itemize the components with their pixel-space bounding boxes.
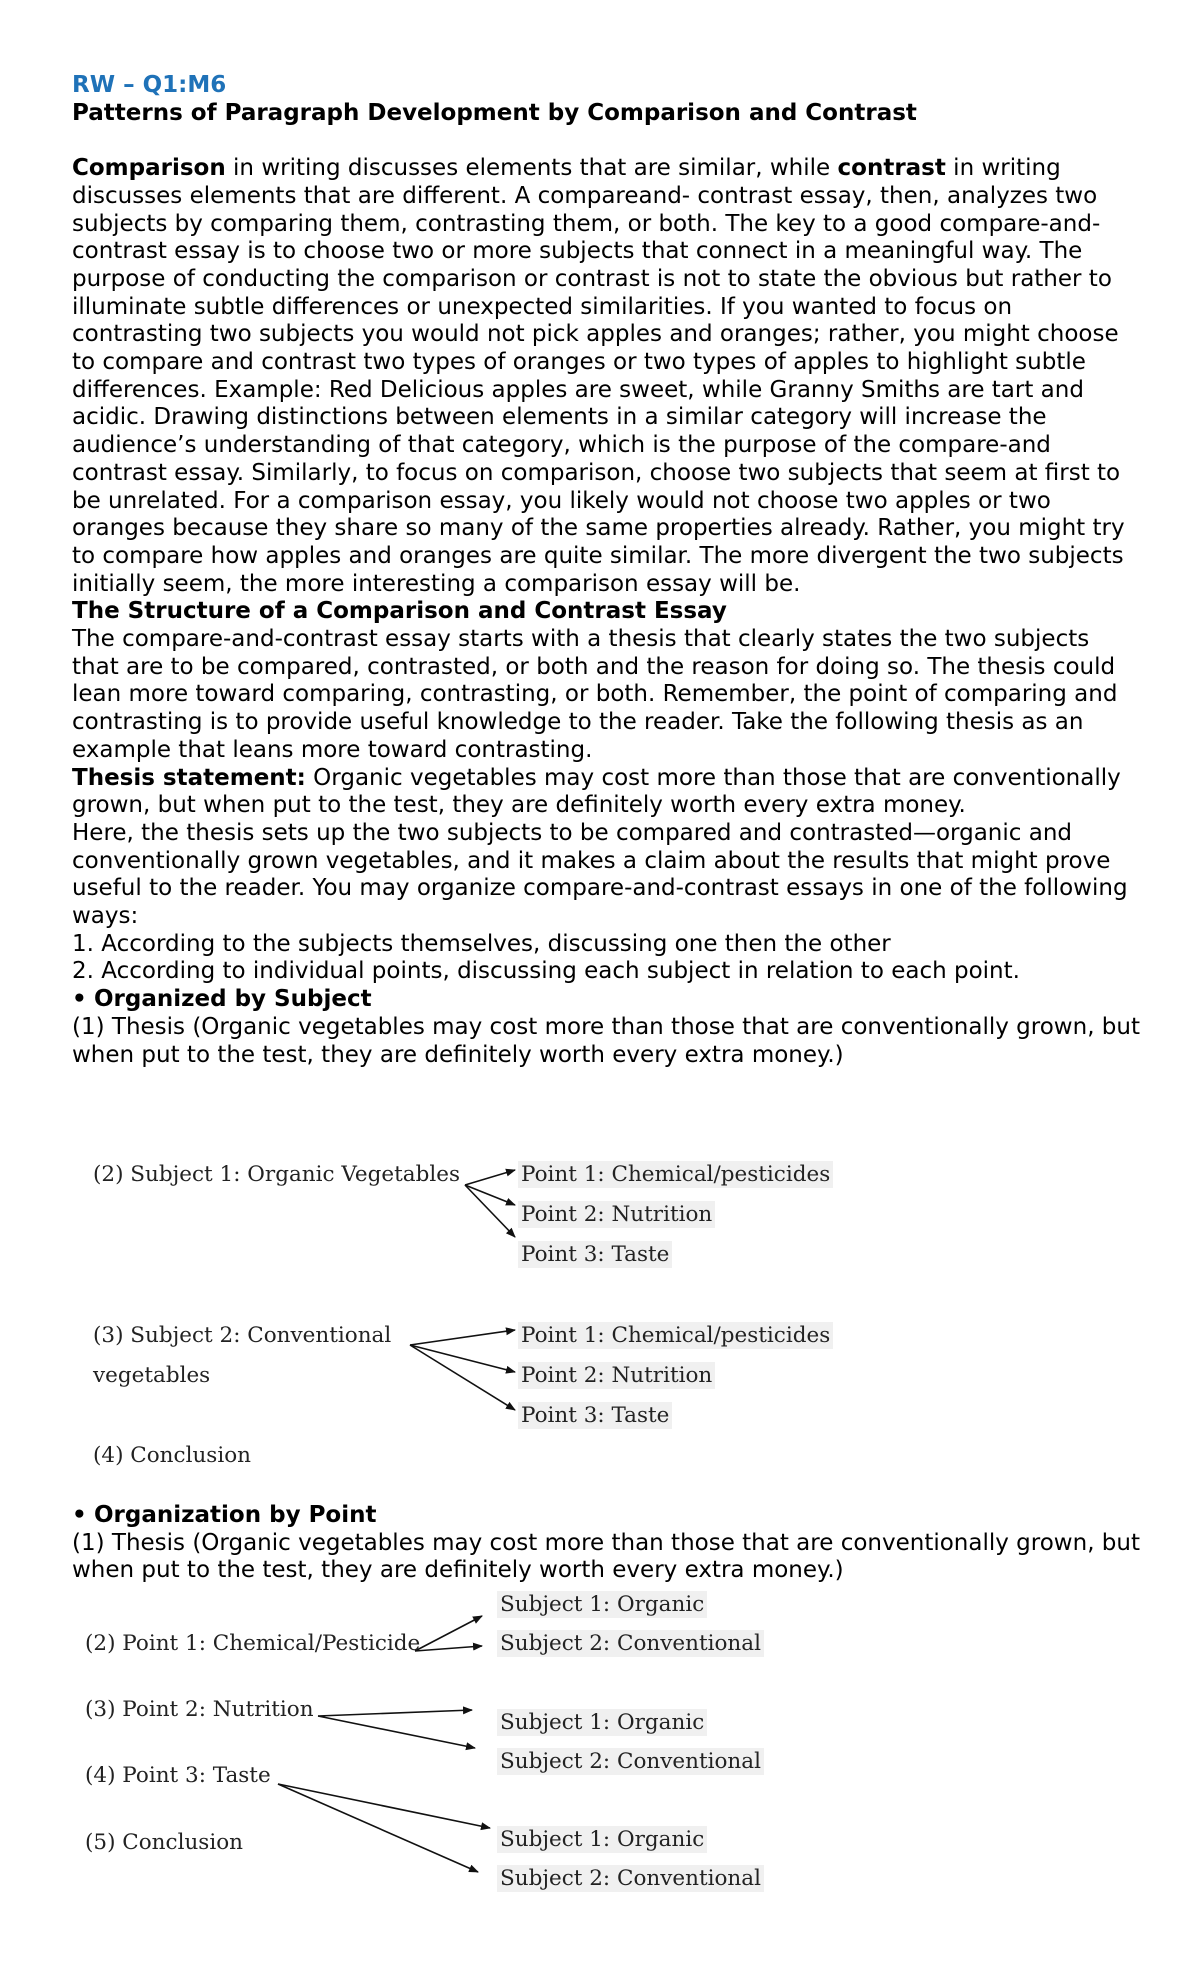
s1-point-1: Point 1: Chemical/pesticides: [518, 1161, 833, 1188]
document-page: [72, 72, 1142, 1069]
here-paragraph: Here, the thesis sets up the two subjects to be compared and contrasted—organic and conventionally grown vegetables, and it makes a claim about the results that might prove useful to the reader. You may organize compare-and-contrast essays in one of the following ways:: [72, 819, 1128, 930]
arrow-s2-p1: [410, 1330, 515, 1345]
point-3-label: (4) Point 3: Taste: [85, 1763, 271, 1788]
s1-point-2: Point 2: Nutrition: [518, 1201, 715, 1228]
module-code: RW – Q1:M6: [72, 72, 227, 98]
subject-2-label: (3) Subject 2: Conventional: [93, 1323, 392, 1348]
p3-subject-conventional: Subject 2: Conventional: [497, 1865, 764, 1892]
s2-point-3: Point 3: Taste: [518, 1402, 672, 1429]
thesis-paragraph: [72, 765, 1142, 820]
arrow-p1-organic: [415, 1616, 482, 1651]
arrow-s2-p3: [410, 1345, 515, 1410]
intro-text-2: in writing discusses elements that are different. A compareand- contrast essay, then, analyzes two subjects by comparing them, contrasting them, or both. The key to a good compare-and-contrast essay is to choose two or more subjects that connect in a meaningful way. The purpose of conducting the comparison or contrast is not to state the obvious but rather to illuminate subtle differences or unexpected similarities. If you wanted to focus on contrasting two subjects you would not pick apples and oranges; rather, you might choose to compare and contrast two types of oranges or two types of apples to highlight subtle differences. Example: Red Delicious apples are sweet, while Granny Smiths are tart and acidic. Drawing distinctions between elements in a similar category will increase the audience’s understanding of that category, which is the purpose of the compare-and contrast essay. Similarly, to focus on comparison, choose two subjects that seem at first to be unrelated. For a comparison essay, you likely would not choose two apples or two oranges because they share so many of the same properties already. Rather, you might try to compare how apples and oranges are quite similar. The more divergent the two subjects initially seem, the more interesting a comparison essay will be.: [72, 155, 1125, 597]
s2-point-2: Point 2: Nutrition: [518, 1362, 715, 1389]
arrow-s2-p2: [410, 1345, 515, 1372]
p2-subject-conventional: Subject 2: Conventional: [497, 1748, 764, 1775]
p1-subject-conventional: Subject 2: Conventional: [497, 1630, 764, 1657]
point-conclusion: (5) Conclusion: [85, 1830, 243, 1855]
thesis-text: Organic vegetables may cost more than those that are conventionally grown, but when put to the test, they are definitely worth every extra money.: [72, 764, 1121, 819]
point-1-label: (2) Point 1: Chemical/Pesticide: [85, 1631, 421, 1656]
arrow-s1-p3: [465, 1185, 515, 1237]
by-point-thesis: (1) Thesis (Organic vegetables may cost more than those that are conventionally grown, but when put to the test, they are definitely worth every extra money.): [72, 1529, 1141, 1584]
subject-arrows: [0, 1150, 1200, 1480]
s2-point-1: Point 1: Chemical/pesticides: [518, 1322, 833, 1349]
organization-by-point-label: Organization by Point: [94, 1502, 377, 1528]
s1-point-3: Point 3: Taste: [518, 1241, 672, 1268]
arrow-s1-p2: [465, 1185, 515, 1205]
organization-by-point-heading: [72, 1502, 1142, 1530]
point-2-label: (3) Point 2: Nutrition: [85, 1697, 314, 1722]
organized-by-subject-heading: [72, 986, 1142, 1014]
structure-paragraph: The compare-and-contrast essay starts with a thesis that clearly states the two subjects that are to be compared, contrasted, or both and the reason for doing so. The thesis could lean more toward comparing, contrasting, or both. Remember, the point of comparing and contrasting is to provide useful knowledge to the reader. Take the following thesis as an example that leans more toward contrasting.: [72, 626, 1118, 763]
arrow-p3-organic: [278, 1784, 490, 1828]
page-title: Patterns of Paragraph Development by Comparison and Contrast: [72, 99, 917, 126]
subject-2-label-line2: vegetables: [93, 1363, 211, 1388]
way-2: 2. According to individual points, discussing each subject in relation to each point.: [72, 958, 1020, 985]
term-comparison: Comparison: [72, 155, 226, 182]
subject-organization-diagram: [0, 1150, 1200, 1480]
point-organization-diagram: [0, 1590, 1200, 1900]
intro-text-1: in writing discusses elements that are similar, while: [225, 155, 838, 182]
p2-subject-organic: Subject 1: Organic: [497, 1709, 707, 1736]
subject-1-label: (2) Subject 1: Organic Vegetables: [93, 1162, 460, 1187]
arrow-p2-conventional: [318, 1716, 475, 1748]
bullet-icon: •: [72, 986, 87, 1013]
by-point-section: [72, 1502, 1142, 1585]
arrow-s1-p1: [465, 1170, 515, 1185]
thesis-label: Thesis statement:: [72, 764, 306, 791]
term-contrast: contrast: [837, 155, 946, 182]
arrow-p3-conventional: [278, 1784, 478, 1872]
by-subject-thesis: (1) Thesis (Organic vegetables may cost more than those that are conventionally grown, but when put to the test, they are definitely worth every extra money.): [72, 1013, 1141, 1068]
p3-subject-organic: Subject 1: Organic: [497, 1826, 707, 1853]
structure-heading: The Structure of a Comparison and Contrast Essay: [72, 598, 727, 625]
p1-subject-organic: Subject 1: Organic: [497, 1591, 707, 1618]
intro-paragraph: [72, 155, 1142, 598]
subject-conclusion: (4) Conclusion: [93, 1443, 251, 1468]
way-1: 1. According to the subjects themselves, discussing one then the other: [72, 930, 891, 957]
arrow-p2-organic: [318, 1710, 472, 1716]
arrow-p1-conventional: [415, 1646, 482, 1651]
organized-by-subject-label: Organized by Subject: [94, 986, 372, 1013]
bullet-icon: •: [72, 1502, 87, 1528]
